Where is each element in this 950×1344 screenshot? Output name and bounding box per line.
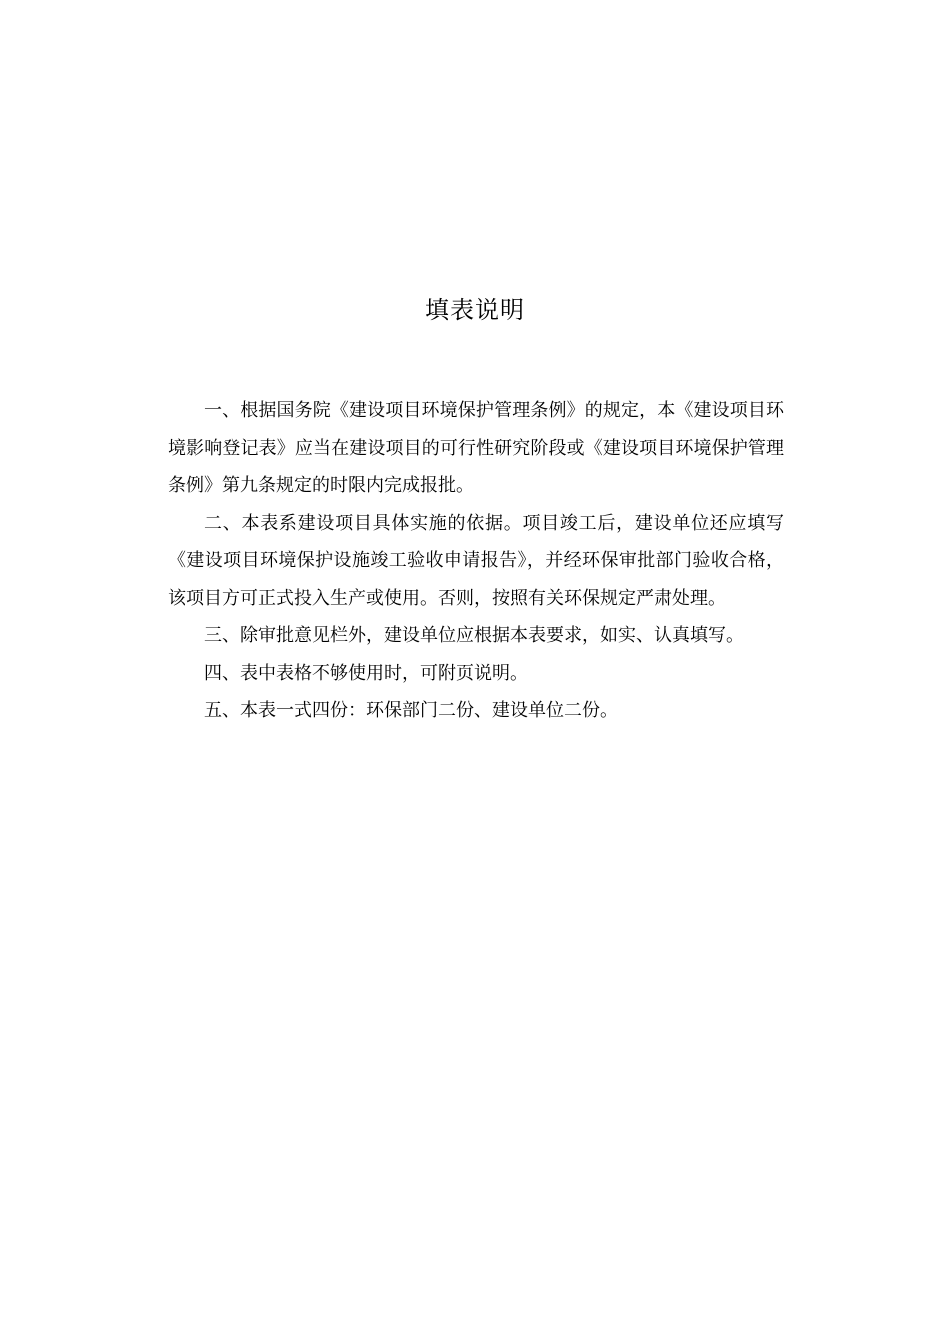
instructions-body [168,392,784,730]
instruction-paragraph-5: 五、本表一式四份：环保部门二份、建设单位二份。 [204,700,618,721]
instruction-paragraph-1: 一、根据国务院《建设项目环境保护管理条例》的规定，本《建设项目环境影响登记表》应当在建设项目的可行性研究阶段或《建设项目环境保护管理条例》第九条规定的时限内完成报批。 [168,400,784,496]
instruction-paragraph-3: 三、除审批意见栏外，建设单位应根据本表要求，如实、认真填写。 [204,625,744,646]
instruction-paragraph-2: 二、本表系建设项目具体实施的依据。项目竣工后，建设单位还应填写《建设项目环境保护设施竣工验收申请报告》，并经环保审批部门验收合格，该项目方可正式投入生产或使用。否则，按照有关环保规定严肃处理。 [168,512,784,609]
instruction-paragraph-4: 四、表中表格不够使用时，可附页说明。 [204,662,528,684]
page-title: 填表说明 [425,296,525,324]
